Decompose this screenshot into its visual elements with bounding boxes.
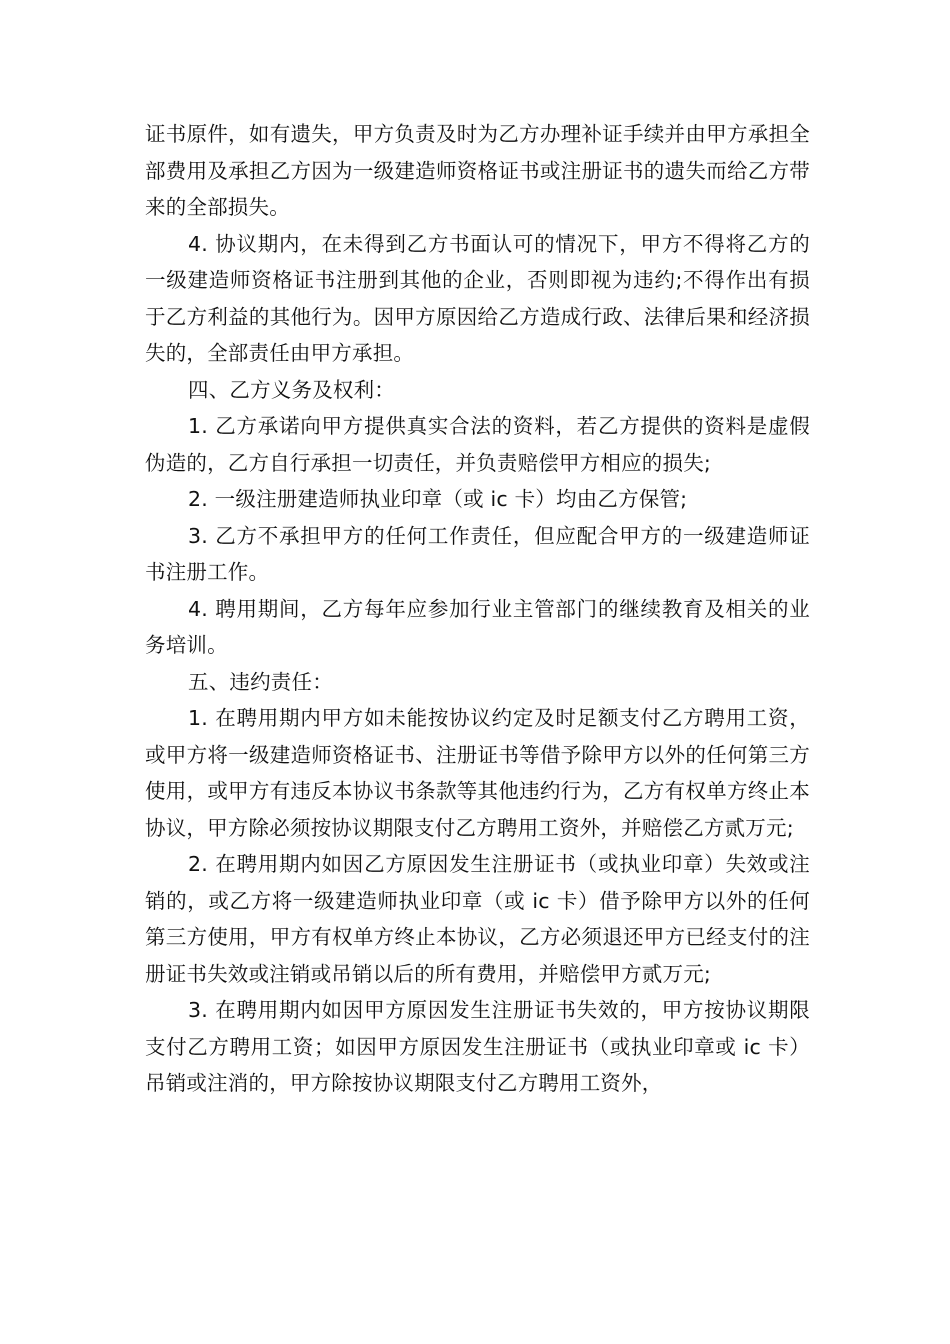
paragraph-clause-4-1: 1. 乙方承诺向甲方提供真实合法的资料，若乙方提供的资料是虚假伪造的，乙方自行承担一切责任，并负责赔偿甲方相应的损失; (145, 414, 810, 475)
paragraph-clause-4-3: 3. 乙方不承担甲方的任何工作责任，但应配合甲方的一级建造师证书注册工作。 (145, 523, 810, 584)
section-heading-liability: 五、违约责任： (188, 669, 333, 694)
paragraph-clause-5-3: 3. 在聘用期内如因甲方原因发生注册证书失效的，甲方按协议期限支付乙方聘用工资；如因甲方原因发生注册证书（或执业印章或 ic 卡）吊销或注消的，甲方除按协议期限支付乙方聘用工资外， (145, 998, 810, 1095)
document-body (145, 116, 810, 1102)
paragraph-clause-5-2: 2. 在聘用期内如因乙方原因发生注册证书（或执业印章）失效或注销的，或乙方将一级建造师执业印章（或 ic 卡）借予除甲方以外的任何第三方使用，甲方有权单方终止本协议，乙方必须退还甲方已经支付的注册证书失效或注销或吊销以后的所有费用，并赔偿甲方贰万元; (145, 852, 810, 986)
paragraph-clause-5-1: 1. 在聘用期内甲方如未能按协议约定及时足额支付乙方聘用工资，或甲方将一级建造师资格证书、注册证书等借予除甲方以外的任何第三方使用，或甲方有违反本协议书条款等其他违约行为，乙方有权单方终止本协议，甲方除必须按协议期限支付乙方聘用工资外，并赔偿乙方贰万元; (145, 706, 810, 840)
section-heading-party-b-duties: 四、乙方义务及权利： (188, 377, 395, 402)
paragraph-clause-4-2: 2. 一级注册建造师执业印章（或 ic 卡）均由乙方保管; (188, 487, 688, 511)
paragraph-certificate-loss: 证书原件，如有遗失，甲方负责及时为乙方办理补证手续并由甲方承担全部费用及承担乙方因为一级建造师资格证书或注册证书的遗失而给乙方带来的全部损失。 (145, 122, 810, 219)
paragraph-clause-4-4: 4. 聘用期间，乙方每年应参加行业主管部门的继续教育及相关的业务培训。 (145, 596, 810, 657)
paragraph-clause-3-4: 4. 协议期内，在未得到乙方书面认可的情况下，甲方不得将乙方的一级建造师资格证书注册到其他的企业，否则即视为违约;不得作出有损于乙方利益的其他行为。因甲方原因给乙方造成行政、法律后果和经济损失的，全部责任由甲方承担。 (145, 231, 810, 365)
